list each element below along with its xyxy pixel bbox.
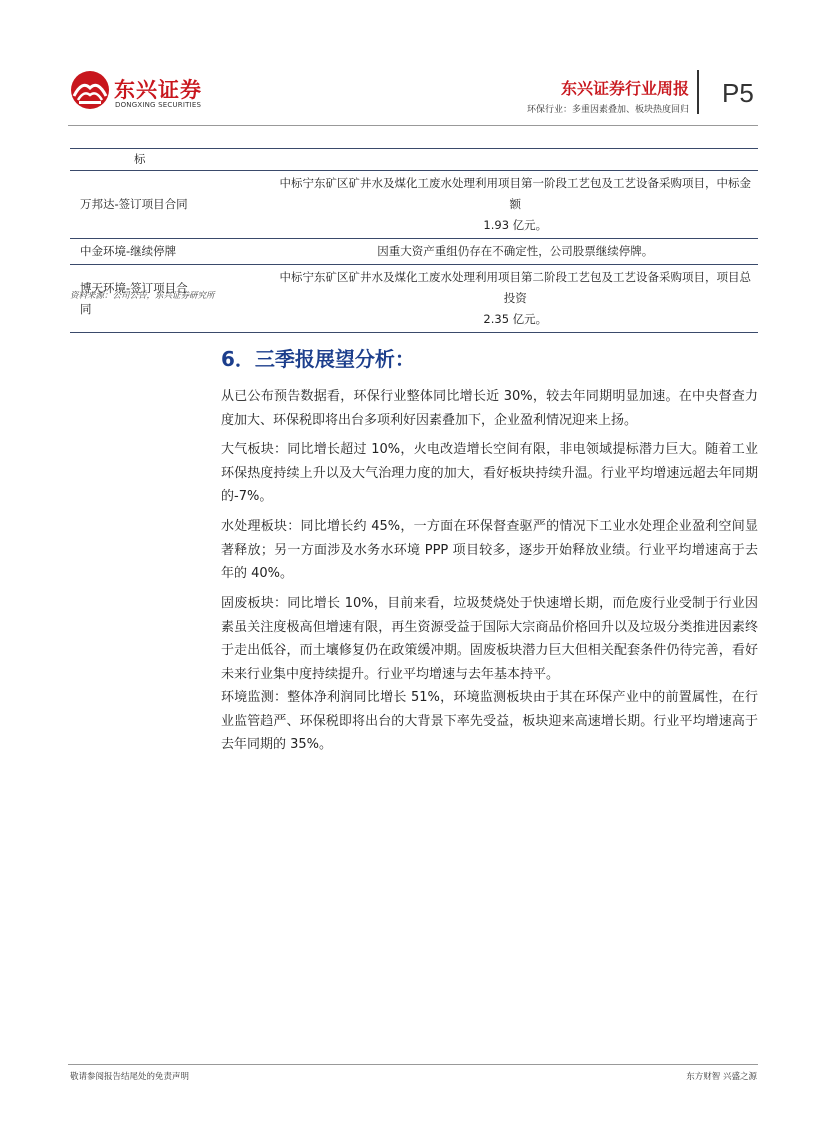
paragraph-air: 大气板块：同比增长超过 10%，火电改造增长空间有限，非电领域提标潜力巨大。随着工业环保热度持续上升以及大气治理力度的加大，看好板块持续升温。行业平均增速远超去年同期的-7%。 (221, 442, 758, 504)
disclaimer-note: 敬请参阅报告结尾处的免责声明 (70, 1072, 190, 1082)
footer-rule (68, 1064, 758, 1065)
table-cell-name-line: 同 (80, 301, 92, 316)
header-rule (68, 125, 758, 126)
announcement-table (70, 148, 758, 333)
table-cell-desc-line: 中标宁东矿区矿井水及煤化工废水处理利用项目第一阶段工艺包及工艺设备采购项目，中标金额 (279, 176, 752, 211)
section-title: 6．三季报展望分析： (221, 347, 415, 371)
logo-english-text: DONGXING SECURITIES (115, 101, 202, 109)
table-cell-name: 中金环境-继续停牌 (80, 244, 177, 258)
table-source: 资料来源：公司公告，东兴证券研究所 (70, 291, 215, 301)
table-cell-desc (273, 265, 758, 333)
paragraph-water: 水处理板块：同比增长约 45%，一方面在环保督查驱严的情况下工业水处理企业盈利空间显著释放；另一方面涉及水务水环境 PPP 项目较多，逐步开始释放业绩。行业平均增速高于去年的 40%。 (221, 519, 758, 581)
paragraph-overview: 从已公布预告数据看，环保行业整体同比增长近 30%，较去年同期明显加速。在中央督查力度加大、环保税即将出台多项利好因素叠加下，企业盈利情况迎来上扬。 (221, 389, 758, 428)
report-subtitle: 环保行业：多重因素叠加、板块热度回归 (526, 105, 689, 115)
table-cell-desc (273, 171, 758, 239)
company-logo (70, 70, 210, 116)
footer-slogan: 东方财智 兴盛之源 (686, 1072, 757, 1082)
table-cell-name: 标 (134, 152, 146, 166)
paragraph-monitoring: 环境监测：整体净利润同比增长 51%，环境监测板块由于其在环保产业中的前置属性，在行业监管趋严、环保税即将出台的大背景下率先受益，板块迎来高速增长期。行业平均增速高于去年同期的 35%。 (221, 690, 758, 752)
table-cell-desc: 因重大资产重组仍存在不确定性，公司股票继续停牌。 (377, 244, 654, 258)
paragraph-solid-waste: 固废板块：同比增长 10%，目前来看，垃圾焚烧处于快速增长期，而危废行业受制于行业因素虽关注度极高但增速有限，再生资源受益于国际大宗商品价格回升以及垃圾分类推进因素终于走出低谷，而土壤修复仍在政策缓冲期。固废板块潜力巨大但相关配套条件仍待完善，看好未来行业集中度持续提升。行业平均增速与去年基本持平。 (221, 596, 758, 682)
table-row (70, 239, 758, 265)
table-row (70, 171, 758, 239)
table-cell-desc-line: 中标宁东矿区矿井水及煤化工废水处理利用项目第二阶段工艺包及工艺设备采购项目，项目总投资 (279, 270, 752, 305)
report-name: 东兴证券行业周报 (560, 79, 689, 98)
page-number: P5 (722, 78, 754, 108)
table-cell-desc-line: 1.93 亿元。 (483, 218, 548, 232)
table-cell-desc-line: 2.35 亿元。 (483, 312, 548, 326)
table-row (70, 149, 758, 171)
table-cell-desc (273, 149, 758, 171)
logo-text: 东兴证券 (114, 78, 202, 102)
page-header (0, 0, 827, 130)
table-cell-name: 万邦达-签订项目合同 (80, 197, 188, 211)
logo-mark-icon (70, 70, 110, 110)
header-divider (697, 70, 699, 114)
table-cell-name-line: 博天环境-签订项目合 (80, 280, 188, 295)
